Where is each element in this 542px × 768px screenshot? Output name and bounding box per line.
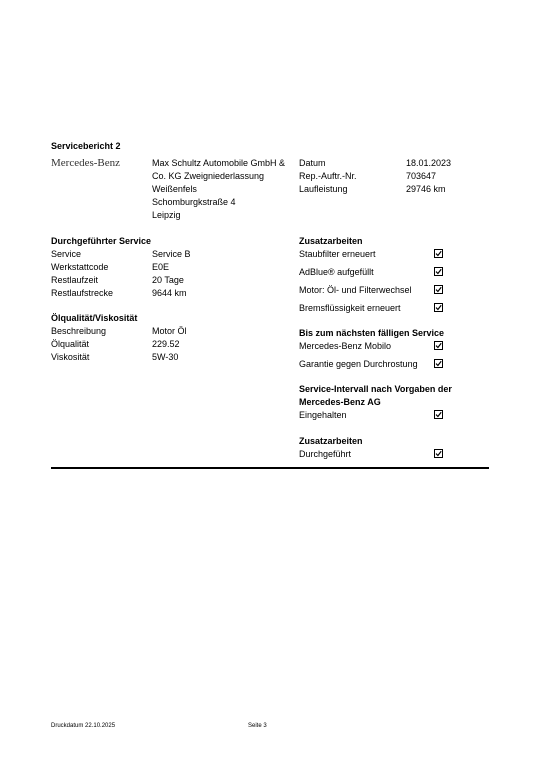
oil-heading: Ölqualität/Viskosität xyxy=(51,313,138,323)
meta-value-date: 18.01.2023 xyxy=(406,158,452,168)
service-value: Service B xyxy=(152,249,191,259)
checklist-label: Bremsflüssigkeit erneuert xyxy=(299,303,401,313)
remaining-distance-value: 9644 km xyxy=(152,288,187,298)
interval-heading: Mercedes-Benz AG xyxy=(299,397,381,407)
remaining-time-label: Restlaufzeit xyxy=(51,275,99,285)
checkbox-checked-icon xyxy=(434,341,443,350)
oil-viscosity-label: Viskosität xyxy=(51,352,90,362)
checkbox-checked-icon xyxy=(434,410,443,419)
dealer-line: Leipzig xyxy=(152,210,181,220)
meta-label-order: Rep.-Auftr.-Nr. xyxy=(299,171,357,181)
dealer-line: Co. KG Zweigniederlassung xyxy=(152,171,265,181)
brand-logo-text: Mercedes-Benz xyxy=(51,157,121,169)
section-divider xyxy=(51,467,489,469)
checkbox-checked-icon xyxy=(434,249,443,258)
workshop-code-label: Werkstattcode xyxy=(51,262,109,272)
checkbox-checked-icon xyxy=(434,449,443,458)
checklist-label: Eingehalten xyxy=(299,410,347,420)
checkbox-checked-icon xyxy=(434,303,443,312)
page-number: Seite 3 xyxy=(248,723,267,729)
dealer-line: Schomburgkstraße 4 xyxy=(152,197,236,207)
checklist-label: Staubfilter erneuert xyxy=(299,249,376,259)
checkbox-checked-icon xyxy=(434,359,443,368)
extra-work-2-heading: Zusatzarbeiten xyxy=(299,436,363,446)
next-service-heading: Bis zum nächsten fälligen Service xyxy=(299,328,445,338)
service-label: Service xyxy=(51,249,82,259)
checklist-label: Motor: Öl- und Filterwechsel xyxy=(299,285,412,295)
dealer-line: Weißenfels xyxy=(152,184,197,194)
checklist-label: Durchgeführt xyxy=(299,449,352,459)
meta-label-mileage: Laufleistung xyxy=(299,184,348,194)
workshop-code-value: E0E xyxy=(152,262,170,272)
checkbox-checked-icon xyxy=(434,285,443,294)
report-title: Servicebericht 2 xyxy=(51,141,121,151)
service-heading: Durchgeführter Service xyxy=(51,236,152,246)
remaining-time-value: 20 Tage xyxy=(152,275,184,285)
interval-heading: Service-Intervall nach Vorgaben der xyxy=(299,384,452,394)
meta-value-order: 703647 xyxy=(406,171,437,181)
checklist-label: Mercedes-Benz Mobilo xyxy=(299,341,392,351)
print-date: Druckdatum 22.10.2025 xyxy=(51,723,116,729)
checkbox-checked-icon xyxy=(434,267,443,276)
oil-viscosity-value: 5W-30 xyxy=(152,352,179,362)
meta-label-date: Datum xyxy=(299,158,326,168)
extra-work-heading: Zusatzarbeiten xyxy=(299,236,363,246)
oil-description-label: Beschreibung xyxy=(51,326,107,336)
remaining-distance-label: Restlaufstrecke xyxy=(51,288,114,298)
oil-quality-value: 229.52 xyxy=(152,339,180,349)
oil-quality-label: Ölqualität xyxy=(51,339,90,349)
oil-description-value: Motor Öl xyxy=(152,326,187,336)
checklist-label: AdBlue® aufgefüllt xyxy=(299,267,374,277)
meta-value-mileage: 29746 km xyxy=(406,184,446,194)
dealer-line: Max Schultz Automobile GmbH & xyxy=(152,158,286,168)
checklist-label: Garantie gegen Durchrostung xyxy=(299,359,418,369)
